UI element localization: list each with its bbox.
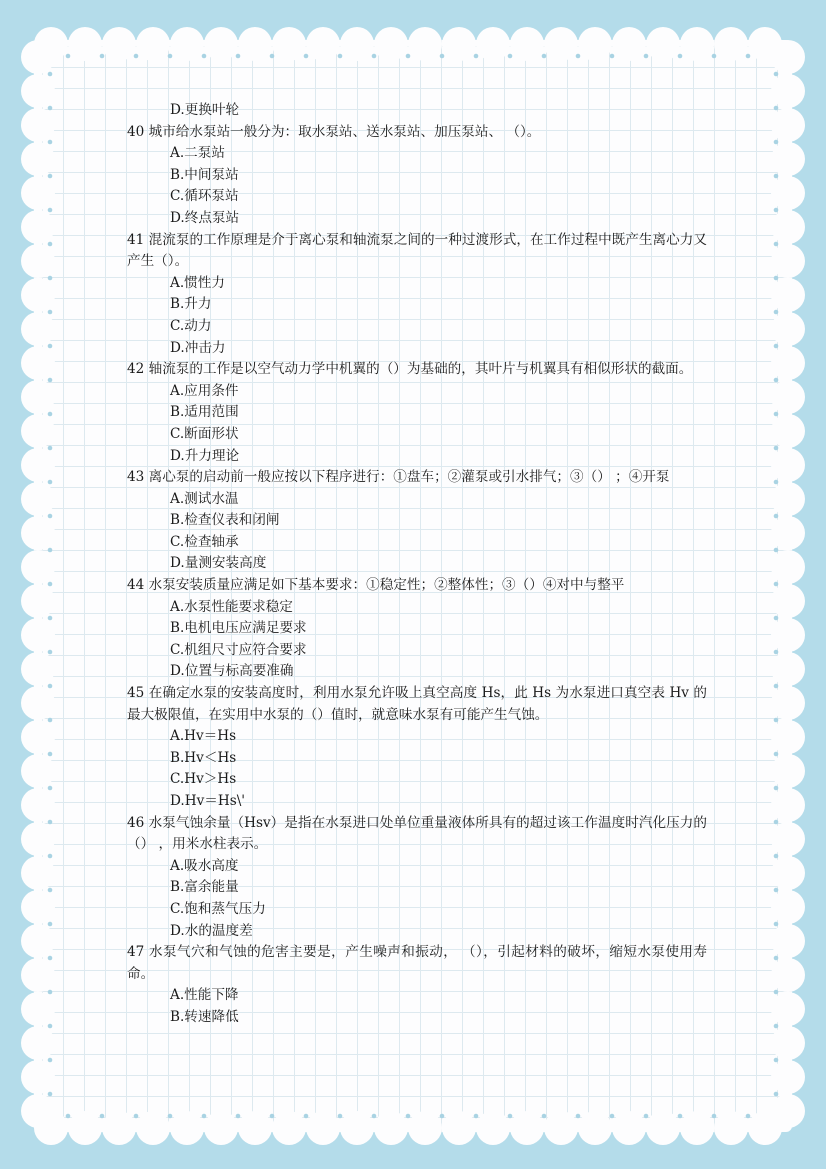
option-a: A.二泵站 bbox=[170, 145, 225, 162]
question-47 bbox=[127, 942, 707, 1028]
option-d: D.冲击力 bbox=[170, 339, 226, 356]
question-stem: 41 混流泵的工作原理是介于离心泵和轴流泵之间的一种过渡形式，在工作过程中既产生离心力又产生（）。 bbox=[127, 231, 707, 270]
option-b: B.适用范围 bbox=[170, 404, 239, 421]
question-stem: 40 城市给水泵站一般分为：取水泵站、送水泵站、加压泵站、 （）。 bbox=[127, 123, 541, 140]
question-stem: 44 水泵安装质量应满足如下基本要求：①稳定性；②整体性；③（）④对中与整平 bbox=[127, 577, 625, 594]
option-a: A.应用条件 bbox=[170, 382, 239, 399]
question-41 bbox=[127, 230, 707, 360]
question-stem: 47 水泵气穴和气蚀的危害主要是，产生噪声和振动， （），引起材料的破坏，缩短水泵使用寿命。 bbox=[127, 944, 707, 982]
option-d: D.位置与标高要准确 bbox=[170, 663, 294, 680]
question-42 bbox=[127, 359, 707, 467]
option-a: A.Hv＝Hs bbox=[170, 728, 237, 745]
option-c: C.机组尺寸应符合要求 bbox=[170, 641, 307, 658]
option-a: A.测试水温 bbox=[170, 490, 239, 507]
option-c: C.Hv＞Hs bbox=[170, 771, 237, 788]
option-lead: D.更换叶轮 bbox=[170, 102, 240, 118]
question-43 bbox=[127, 467, 707, 575]
option-d: D.Hv＝Hs\' bbox=[170, 793, 246, 809]
option-d: D.升力理论 bbox=[170, 447, 240, 464]
option-c: C.动力 bbox=[170, 317, 212, 334]
option-b: B.检查仪表和闭闸 bbox=[170, 512, 280, 529]
option-c: C.断面形状 bbox=[170, 425, 239, 442]
option-b: B.富余能量 bbox=[170, 879, 239, 896]
question-stem: 45 在确定水泵的安装高度时，利用水泵允许吸上真空高度 Hs，此 Hs 为水泵进口真空表 Hv 的最大极限值，在实用中水泵的（）值时，就意味水泵有可能产生气蚀。 bbox=[127, 685, 707, 723]
option-b: B.转速降低 bbox=[170, 1008, 239, 1025]
question-stem: 46 水泵气蚀余量（Hsv）是指在水泵进口处单位重量液体所具有的超过该工作温度时汽化压力的（） ，用米水柱表示。 bbox=[127, 814, 707, 853]
option-c: C.循环泵站 bbox=[170, 188, 239, 205]
option-a: A.惯性力 bbox=[170, 274, 225, 291]
question-45 bbox=[127, 683, 707, 813]
option-c: C.饱和蒸气压力 bbox=[170, 900, 266, 917]
option-d: D.水的温度差 bbox=[170, 922, 253, 939]
question-46 bbox=[127, 813, 707, 943]
option-c: C.检查轴承 bbox=[170, 533, 239, 550]
question-stem: 42 轴流泵的工作是以空气动力学中机翼的（）为基础的，其叶片与机翼具有相似形状的截面。 bbox=[127, 361, 693, 378]
option-d: D.终点泵站 bbox=[170, 209, 240, 226]
question-stem: 43 离心泵的启动前一般应按以下程序进行：①盘车；②灌泵或引水排气；③（） ；④开泵 bbox=[127, 469, 670, 486]
option-b: B.中间泵站 bbox=[170, 166, 239, 183]
question-44 bbox=[127, 575, 707, 683]
option-a: A.性能下降 bbox=[170, 987, 239, 1004]
option-a: A.吸水高度 bbox=[170, 857, 239, 874]
exam-document bbox=[127, 100, 707, 1029]
option-b: B.电机电压应满足要求 bbox=[170, 620, 307, 637]
option-a: A.水泵性能要求稳定 bbox=[170, 598, 293, 615]
option-d: D.量测安装高度 bbox=[170, 555, 267, 572]
option-b: B.升力 bbox=[170, 296, 212, 313]
option-b: B.Hv＜Hs bbox=[170, 749, 237, 766]
question-40 bbox=[127, 122, 707, 230]
